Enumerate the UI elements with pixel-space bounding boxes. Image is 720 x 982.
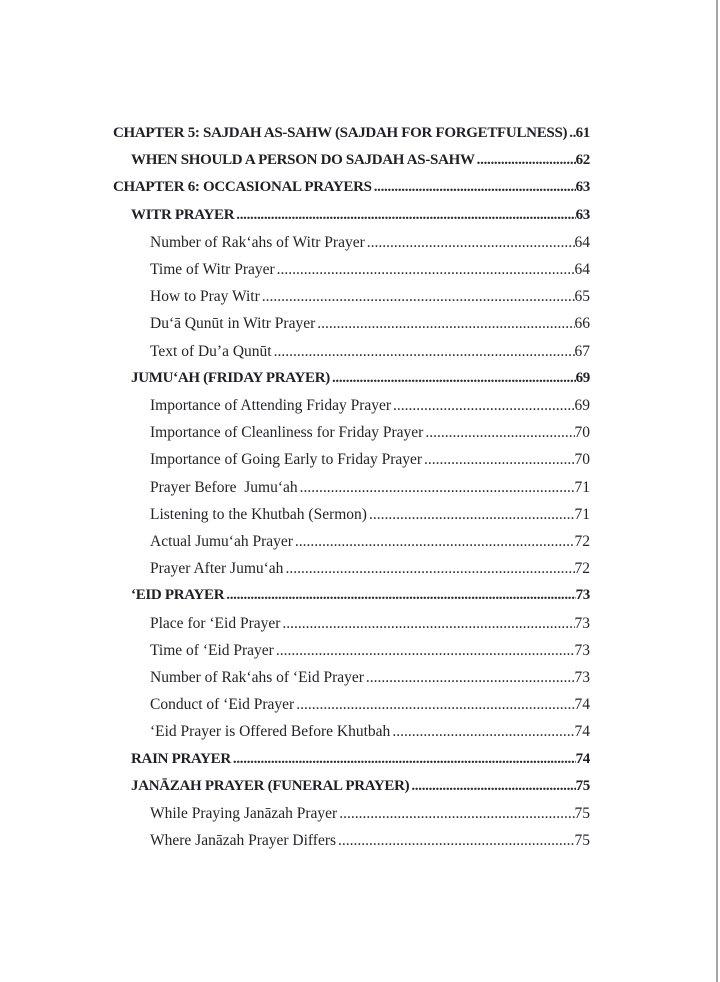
toc-entry (0, 365, 590, 392)
dot-leader (295, 528, 575, 555)
dot-leader (226, 582, 575, 609)
toc-entry-page-number: 73 (574, 641, 590, 659)
dot-leader (374, 174, 576, 201)
dot-leader (277, 256, 575, 283)
toc-entry (0, 800, 590, 827)
toc-entry (0, 392, 590, 419)
toc-entry-page-number: 69 (575, 369, 590, 386)
toc-entry-page-number: 73 (575, 587, 590, 604)
toc-entry (0, 637, 590, 664)
dot-leader (477, 147, 576, 174)
toc-entry-page-number: 64 (574, 233, 590, 251)
toc-entry-page-number: 67 (574, 342, 590, 360)
toc-entry-label: ‘Eid Prayer is Offered Before Khutbah (150, 723, 391, 741)
toc-entry-label: Actual Jumu‘ah Prayer (150, 533, 293, 551)
toc-entry-label: Time of ‘Eid Prayer (150, 641, 274, 659)
table-of-contents (0, 120, 590, 854)
toc-entry-page-number: 64 (574, 261, 590, 279)
toc-entry (0, 229, 590, 256)
toc-entry (0, 446, 590, 473)
toc-entry-label: Importance of Going Early to Friday Prayer (150, 451, 423, 469)
toc-entry (0, 664, 590, 691)
toc-entry-page-number: 74 (574, 723, 590, 741)
toc-entry-label: JUMU‘AH (FRIDAY PRAYER) (131, 369, 330, 386)
toc-entry (0, 691, 590, 718)
toc-entry-label: CHAPTER 6: OCCASIONAL PRAYERS (113, 179, 372, 196)
toc-entry-label: CHAPTER 5: SAJDAH AS-SAHW (SAJDAH FOR FORGETFULNESS) (113, 125, 568, 141)
toc-entry-label: RAIN PRAYER (131, 750, 231, 767)
toc-entry-label: While Praying Janāzah Prayer (150, 805, 338, 823)
dot-leader (276, 637, 575, 664)
toc-entry-label: Number of Rak‘ahs of Witr Prayer (150, 233, 365, 251)
dot-leader (424, 446, 574, 473)
toc-entry-page-number: 63 (575, 206, 590, 223)
dot-leader (296, 691, 574, 718)
toc-entry-label: Conduct of ‘Eid Prayer (150, 696, 295, 714)
dot-leader (285, 555, 574, 582)
toc-entry-label: JANĀZAH PRAYER (FUNERAL PRAYER) (131, 777, 410, 794)
toc-entry (0, 310, 590, 337)
toc-entry (0, 283, 590, 310)
toc-entry-page-number: 71 (574, 478, 590, 496)
toc-entry (0, 147, 590, 174)
toc-entry-page-number: 75 (575, 777, 590, 794)
toc-entry-label: Importance of Cleanliness for Friday Prayer (150, 424, 424, 442)
toc-entry-label: Prayer Before Jumu‘ah (150, 478, 298, 496)
toc-entry-page-number: 65 (574, 288, 590, 306)
toc-entry-page-number: 70 (574, 451, 590, 469)
toc-entry-label: Text of Du’a Qunūt (150, 342, 272, 360)
toc-entry-page-number: 73 (574, 614, 590, 632)
toc-entry (0, 827, 590, 854)
toc-entry (0, 718, 590, 745)
toc-entry-label: Number of Rak‘ahs of ‘Eid Prayer (150, 669, 364, 687)
toc-entry-label: How to Pray Witr (150, 288, 260, 306)
dot-leader (338, 827, 574, 854)
toc-entry (0, 555, 590, 582)
toc-entry (0, 474, 590, 501)
toc-entry-page-number: 71 (574, 505, 590, 523)
toc-entry-label: Listening to the Khutbah (Sermon) (150, 505, 367, 523)
toc-entry (0, 501, 590, 528)
toc-entry-page-number: 74 (575, 750, 590, 767)
toc-entry-page-number: 62 (575, 152, 590, 169)
toc-entry-label: ‘EID PRAYER (131, 587, 225, 604)
dot-leader (282, 610, 574, 637)
toc-entry (0, 174, 590, 201)
toc-entry-label: Importance of Attending Friday Prayer (150, 397, 392, 415)
toc-entry (0, 419, 590, 446)
toc-entry-label: Where Janāzah Prayer Differs (150, 832, 337, 850)
dot-leader (392, 718, 574, 745)
toc-entry-page-number: 63 (575, 179, 590, 196)
toc-entry (0, 610, 590, 637)
dot-leader (411, 773, 575, 800)
toc-entry-page-number: 75 (574, 832, 590, 850)
toc-entry-page-number: 73 (574, 669, 590, 687)
toc-entry (0, 746, 590, 773)
toc-entry-page-number: 72 (574, 533, 590, 551)
toc-entry (0, 256, 590, 283)
dot-leader (366, 664, 575, 691)
toc-entry-page-number: 70 (574, 424, 590, 442)
toc-entry (0, 582, 590, 609)
toc-entry-label: Prayer After Jumu‘ah (150, 560, 284, 578)
toc-entry-page-number: 74 (574, 696, 590, 714)
dot-leader (369, 501, 575, 528)
dot-leader (393, 392, 574, 419)
toc-entry-label: Place for ‘Eid Prayer (150, 614, 281, 632)
toc-entry (0, 120, 590, 147)
toc-entry-page-number: 75 (574, 805, 590, 823)
toc-entry-label: WITR PRAYER (131, 206, 235, 223)
toc-entry-page-number: 61 (575, 125, 590, 141)
dot-leader (425, 419, 574, 446)
toc-entry-label: Time of Witr Prayer (150, 261, 275, 279)
toc-entry-page-number: 72 (574, 560, 590, 578)
toc-entry-page-number: 66 (574, 315, 590, 333)
dot-leader (332, 365, 576, 392)
dot-leader (317, 310, 574, 337)
dot-leader (262, 283, 575, 310)
toc-entry (0, 528, 590, 555)
toc-entry (0, 338, 590, 365)
toc-entry-label: WHEN SHOULD A PERSON DO SAJDAH AS-SAHW (131, 152, 475, 169)
page-scan-edge-line (716, 0, 718, 982)
dot-leader (274, 338, 575, 365)
toc-entry (0, 773, 590, 800)
dot-leader (233, 746, 576, 773)
toc-entry-page-number: 69 (574, 397, 590, 415)
dot-leader (236, 202, 575, 229)
toc-entry (0, 202, 590, 229)
dot-leader (339, 800, 574, 827)
dot-leader (367, 229, 575, 256)
dot-leader (300, 474, 575, 501)
toc-entry-label: Du‘ā Qunūt in Witr Prayer (150, 315, 316, 333)
